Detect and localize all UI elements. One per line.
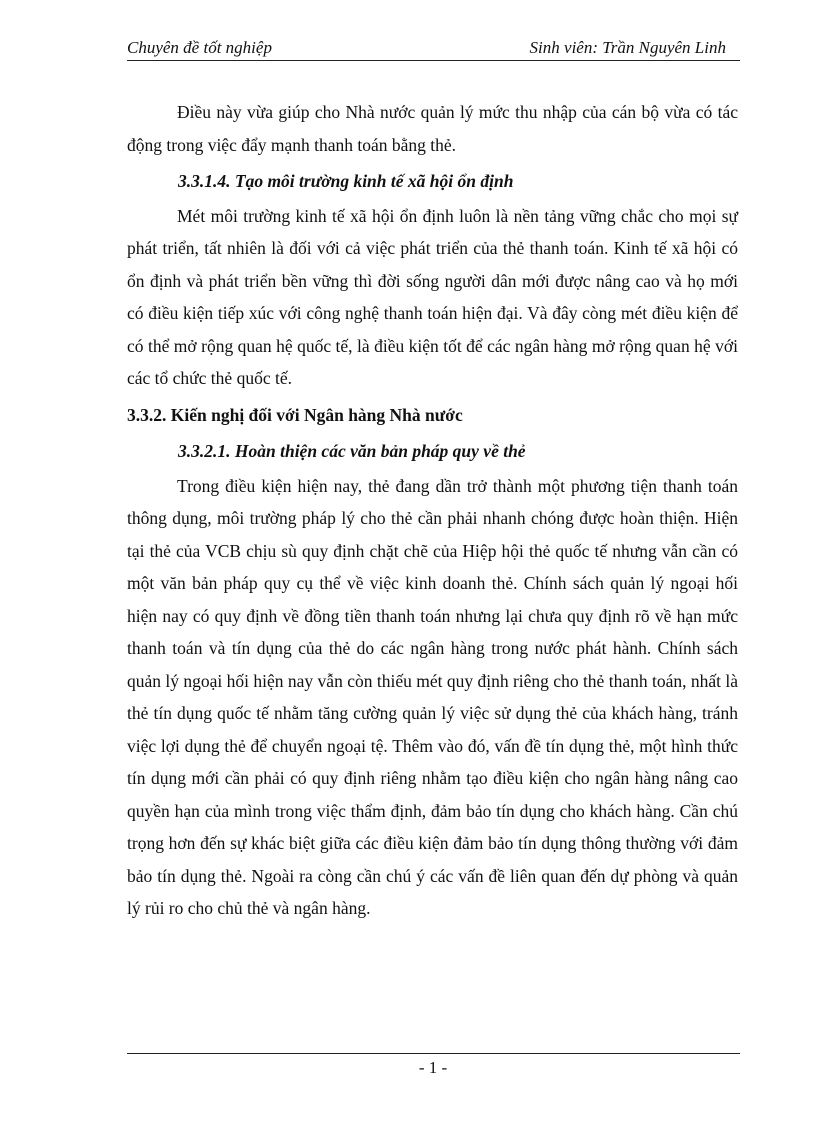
header-title: Chuyên đề tốt nghiệp [127,38,272,57]
paragraph-legal: Trong điều kiện hiện nay, thẻ đang dần trở thành một phương tiện thanh toán thông dụng, môi trường pháp lý cho thẻ cần phải nhanh chóng được hoàn thiện. Hiện tại thẻ của VCB chịu sù quy định chặt chẽ của Hiệp hội thẻ quốc tế nhưng vẫn cần có một văn bản pháp quy cụ thể về việc kinh doanh thẻ. Chính sách quản lý ngoại hối hiện nay có quy định về đồng tiền thanh toán nhưng lại chưa quy định rõ về hạn mức thanh toán và tín dụng của thẻ do các ngân hàng trong nước phát hành. Chính sách quản lý ngoại hối hiện nay vẫn còn thiếu mét quy định riêng cho thẻ thanh toán, nhất là thẻ tín dụng quốc tế nhằm tăng cường quản lý việc sử dụng thẻ của khách hàng, tránh việc lợi dụng thẻ để chuyển ngoại tệ. Thêm vào đó, vấn đề tín dụng thẻ, một hình thức tín dụng mới cần phải có quy định riêng nhằm tạo điều kiện cho ngân hàng nâng cao quyền hạn của mình trong việc thẩm định, đảm bảo tín dụng cho khách hàng. Cần chú trọng hơn đến sự khác biệt giữa các điều kiện đảm bảo tín dụng thông thường với đảm bảo tín dụng thẻ. Ngoài ra còng cần chú ý các vấn đề liên quan đến dự phòng và quản lý rủi ro cho chủ thẻ và ngân hàng. [127,475,738,918]
heading-3-3-1-4: 3.3.1.4. Tạo môi trường kinh tế xã hội ổn định [178,171,514,191]
page-header [127,36,740,61]
heading-3-3-2-1: 3.3.2.1. Hoàn thiện các văn bản pháp quy về thẻ [178,441,526,461]
heading-3-3-2: 3.3.2. Kiến nghị đối với Ngân hàng Nhà nước [127,404,463,425]
document-body [127,96,738,925]
footer-divider [127,1053,740,1054]
paragraph-economy: Mét môi trường kinh tế xã hội ổn định luôn là nền tảng vững chắc cho mọi sự phát triển, tất nhiên là đối với cả việc phát triển của thẻ thanh toán. Kinh tế xã hội có ổn định và phát triển bền vững thì đời sống người dân mới được nâng cao và họ mới có điều kiện tiếp xúc với công nghệ thanh toán hiện đại. Và đây còng mét điều kiện để có thể mở rộng quan hệ quốc tế, là điều kiện tốt để các ngân hàng mở rộng quan hệ với các tổ chức thẻ quốc tế. [127,205,738,388]
page-number: - 1 - [418,1058,448,1077]
paragraph-intro: Điều này vừa giúp cho Nhà nước quản lý mức thu nhập của cán bộ vừa có tác động trong việc đẩy mạnh thanh toán bằng thẻ. [127,102,738,155]
header-author: Sinh viên: Trần Nguyên Linh [529,38,726,57]
